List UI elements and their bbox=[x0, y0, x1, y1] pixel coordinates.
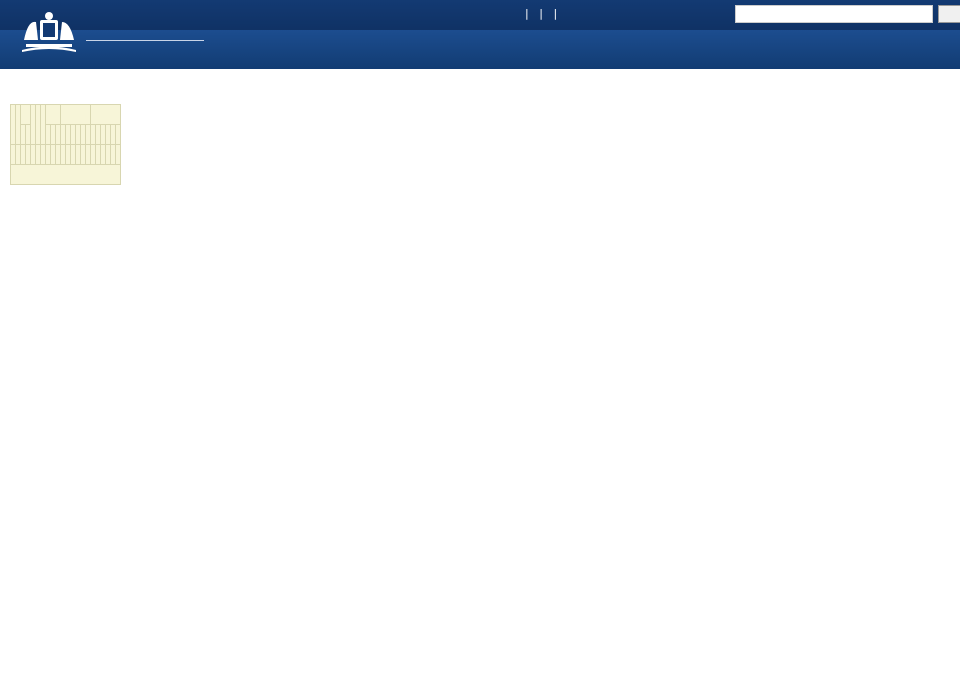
state-nav-band bbox=[0, 30, 960, 69]
coat-of-arms-logo bbox=[18, 10, 80, 56]
stats-title bbox=[11, 165, 121, 185]
stats-title-row bbox=[11, 165, 121, 185]
search-input[interactable] bbox=[735, 5, 933, 23]
group-3pm bbox=[91, 105, 121, 125]
separator: | bbox=[553, 7, 558, 20]
table-header-row bbox=[11, 125, 121, 145]
col-max bbox=[26, 125, 31, 145]
site-header bbox=[0, 0, 960, 69]
observations-table bbox=[10, 104, 121, 185]
separator: | bbox=[539, 7, 544, 20]
unit-cell bbox=[116, 145, 121, 165]
divider bbox=[86, 40, 204, 41]
table-units-row bbox=[11, 145, 121, 165]
main-content bbox=[10, 92, 950, 207]
col-3pm-mslp bbox=[116, 125, 121, 145]
separator: | bbox=[525, 7, 530, 20]
table-group-header-row bbox=[11, 105, 121, 125]
top-nav bbox=[520, 7, 563, 20]
group-wind-gust bbox=[46, 105, 61, 125]
search-button[interactable] bbox=[938, 5, 960, 23]
group-temps bbox=[21, 105, 31, 125]
group-9am bbox=[61, 105, 91, 125]
